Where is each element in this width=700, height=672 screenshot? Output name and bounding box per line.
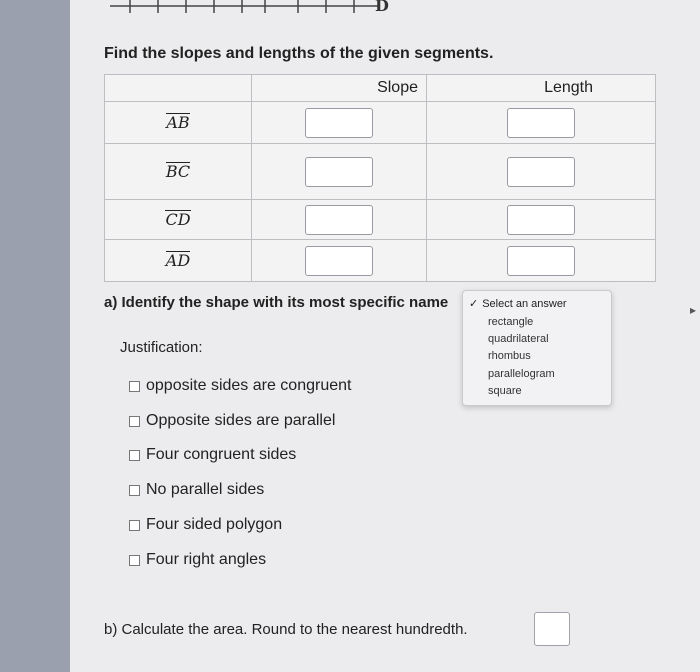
segment-ad-label: AD bbox=[165, 250, 191, 270]
dropdown-option-rectangle[interactable]: rectangle bbox=[488, 316, 534, 328]
checkbox[interactable] bbox=[129, 416, 140, 427]
checkbox-label: Four congruent sides bbox=[146, 446, 297, 463]
checkbox-item[interactable] bbox=[129, 377, 351, 395]
header-length: Length bbox=[427, 75, 656, 102]
checkbox[interactable] bbox=[129, 555, 140, 566]
checkbox-item[interactable] bbox=[129, 481, 264, 499]
header-blank bbox=[105, 75, 252, 102]
length-cd-input[interactable] bbox=[507, 205, 575, 235]
page-heading: Find the slopes and lengths of the given segments. bbox=[104, 45, 494, 62]
checkbox-label: No parallel sides bbox=[146, 481, 265, 498]
segment-ab-label: AB bbox=[166, 112, 190, 132]
checkbox-label: Four sided polygon bbox=[146, 516, 283, 533]
dropdown-option-square[interactable]: square bbox=[488, 385, 522, 397]
chevron-right-icon: ▸ bbox=[689, 303, 696, 317]
length-bc-input[interactable] bbox=[507, 157, 575, 187]
dropdown-option-quadrilateral[interactable]: quadrilateral bbox=[488, 333, 549, 345]
checkbox[interactable] bbox=[129, 520, 140, 531]
checkbox[interactable] bbox=[129, 450, 140, 461]
slope-bc-input[interactable] bbox=[305, 157, 373, 187]
dropdown-option-parallelogram[interactable]: parallelogram bbox=[488, 368, 555, 380]
checkbox-item[interactable] bbox=[129, 412, 335, 430]
segments-table bbox=[104, 74, 656, 282]
slope-ad-input[interactable] bbox=[305, 246, 373, 276]
slope-cd-input[interactable] bbox=[305, 205, 373, 235]
point-d-label: D bbox=[375, 0, 389, 15]
area-input[interactable] bbox=[534, 612, 570, 646]
length-ab-input[interactable] bbox=[507, 108, 575, 138]
checkbox-label: Opposite sides are parallel bbox=[146, 412, 336, 429]
checkbox-label: opposite sides are congruent bbox=[146, 377, 352, 394]
dropdown-placeholder: Select an answer bbox=[482, 298, 567, 310]
slope-ab-input[interactable] bbox=[305, 108, 373, 138]
header-slope: Slope bbox=[252, 75, 427, 102]
dropdown-selected[interactable] bbox=[469, 297, 567, 310]
checkbox-item[interactable] bbox=[129, 516, 282, 534]
question-a-prompt: a) Identify the shape with its most specific name bbox=[104, 294, 449, 311]
segment-bc-label: BC bbox=[165, 161, 191, 181]
checkbox-item[interactable] bbox=[129, 551, 266, 569]
table-header-row bbox=[105, 75, 656, 102]
shape-name-dropdown[interactable] bbox=[462, 290, 612, 406]
number-line-fragment bbox=[110, 0, 389, 15]
checkbox-item[interactable] bbox=[129, 446, 296, 464]
question-b-prompt: b) Calculate the area. Round to the nearest hundredth. bbox=[104, 621, 468, 638]
table-row bbox=[105, 240, 656, 282]
justification-label: Justification: bbox=[120, 339, 203, 356]
length-ad-input[interactable] bbox=[507, 246, 575, 276]
checkmark-icon: ✓ bbox=[469, 298, 479, 310]
table-row bbox=[105, 144, 656, 200]
checkbox-label: Four right angles bbox=[146, 551, 267, 568]
table-row bbox=[105, 200, 656, 240]
checkbox[interactable] bbox=[129, 381, 140, 392]
table-row bbox=[105, 102, 656, 144]
segment-cd-label: CD bbox=[165, 209, 191, 229]
checkbox[interactable] bbox=[129, 485, 140, 496]
dropdown-option-rhombus[interactable]: rhombus bbox=[488, 350, 531, 362]
